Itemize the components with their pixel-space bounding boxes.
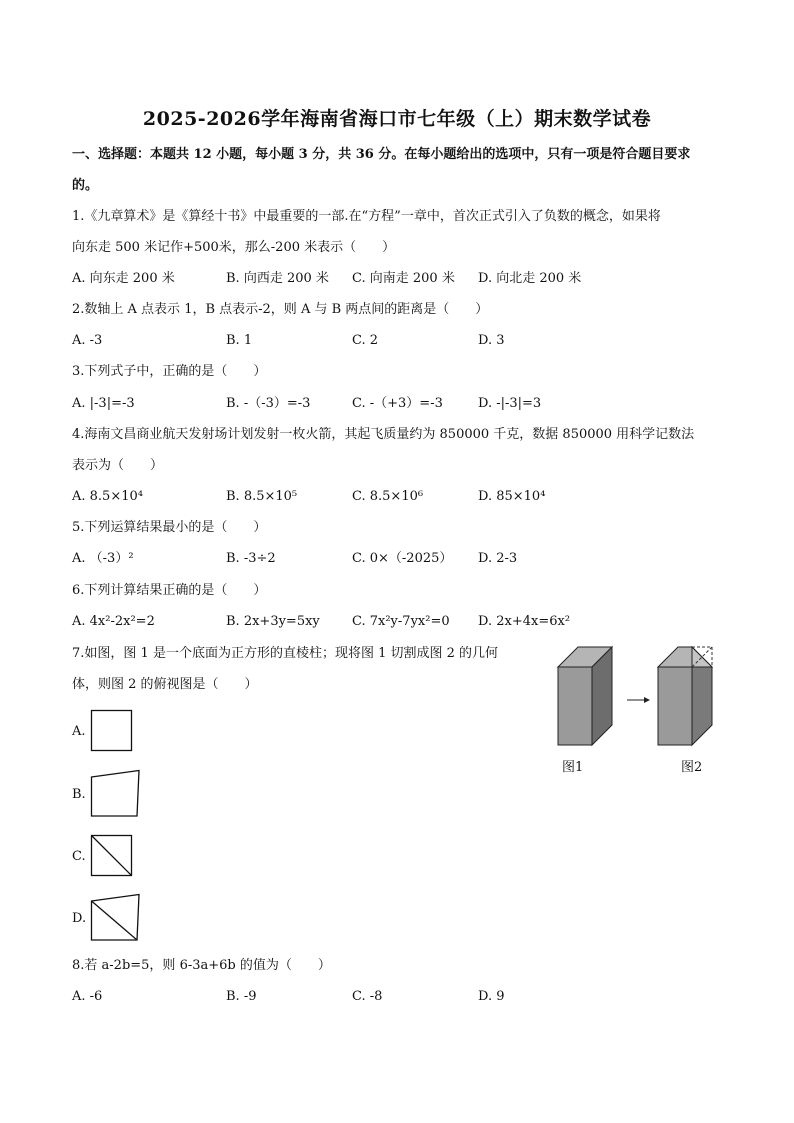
option-c[interactable]: C. 7x²y-7yx²=0 [352,614,450,629]
question-1-line1: 1.《九章算术》是《算经十书》中最重要的一部.在“方程”一章中，首次正式引入了负数的概念，如果将 [72,209,661,224]
option-d[interactable]: D. 2-3 [478,551,518,566]
option-d[interactable]: D. 85×10⁴ [478,489,546,504]
arrow-icon [627,697,650,703]
option-c[interactable]: C. 8.5×10⁶ [352,489,424,504]
question-4-line2: 表示为（ ） [72,458,164,473]
option-d[interactable]: D. 9 [478,989,505,1004]
option-b[interactable]: B. 2x+3y=5xy [226,614,320,629]
option-a-square-shape[interactable] [90,709,136,753]
option-c[interactable]: C. -（+3）=-3 [352,396,443,411]
option-d[interactable]: D. -|-3|=3 [478,396,542,411]
option-b[interactable]: B. -3÷2 [226,551,276,566]
figure-2-label: 图2 [681,760,703,775]
option-c[interactable]: C. 2 [352,333,379,348]
option-d[interactable]: D. 3 [478,333,505,348]
option-a[interactable]: A. |-3|=-3 [72,396,135,411]
question-8-options [72,989,722,1005]
question-8-line1: 8.若 a-2b=5，则 6-3a+6b 的值为（ ） [72,958,331,973]
option-d-label[interactable]: D. [72,911,87,926]
section-heading-line2: 的。 [72,178,99,193]
option-a[interactable]: A. 向东走 200 米 [72,271,175,286]
question-1-line2: 向东走 500 米记作+500米，那么-200 米表示（ ） [72,240,396,255]
question-3-options [72,396,722,412]
option-c[interactable]: C. -8 [352,989,383,1004]
option-a[interactable]: A. -3 [72,333,103,348]
option-a[interactable]: A. （-3）² [72,551,134,566]
option-b-label[interactable]: B. [72,787,86,802]
option-c-label[interactable]: C. [72,849,86,864]
question-5-options [72,551,722,567]
option-b[interactable]: B. 1 [226,333,253,348]
option-c[interactable]: C. 0×（-2025） [352,551,453,566]
question-3-line1: 3.下列式子中，正确的是（ ） [72,364,267,379]
question-6-options [72,614,722,630]
question-7-line1: 7.如图，图 1 是一个底面为正方形的直棱柱；现将图 1 切割成图 2 的几何 [72,646,499,661]
option-b[interactable]: B. 8.5×10⁵ [226,489,298,504]
option-c-square-diagonal-shape[interactable] [90,834,136,878]
option-b[interactable]: B. -（-3）=-3 [226,396,311,411]
option-a[interactable]: A. 4x²-2x²=2 [72,614,155,629]
option-a-label[interactable]: A. [72,724,86,739]
section-heading-line1: 一、选择题：本题共 12 小题，每小题 3 分，共 36 分。在每小题给出的选项中，只有一项是符合题目要求 [72,147,691,162]
question-1-options [72,271,722,287]
option-d-trapezoid-diagonal-shape[interactable] [90,893,142,943]
figure-1-label: 图1 [562,760,584,775]
option-a[interactable]: A. -6 [72,989,103,1004]
option-b[interactable]: B. -9 [226,989,257,1004]
question-6-line1: 6.下列计算结果正确的是（ ） [72,583,267,598]
prism-figure [548,640,728,750]
figure-2-cut-prism [658,647,712,745]
option-d[interactable]: D. 2x+4x=6x² [478,614,571,629]
question-4-options [72,489,722,505]
question-7-line2: 体，则图 2 的俯视图是（ ） [72,677,258,692]
option-c[interactable]: C. 向南走 200 米 [352,271,455,286]
question-2-options [72,333,722,349]
figure-1-prism [558,647,612,745]
option-b-trapezoid-shape[interactable] [90,769,142,819]
option-b[interactable]: B. 向西走 200 米 [226,271,329,286]
question-4-line1: 4.海南文昌商业航天发射场计划发射一枚火箭，其起飞质量约为 850000 千克，数据 850000 用科学记数法 [72,427,695,442]
option-a[interactable]: A. 8.5×10⁴ [72,489,143,504]
page-title: 2025-2026学年海南省海口市七年级（上）期末数学试卷 [142,108,652,130]
question-2-line1: 2.数轴上 A 点表示 1，B 点表示-2，则 A 与 B 两点间的距离是（ ） [72,302,489,317]
option-d[interactable]: D. 向北走 200 米 [478,271,582,286]
question-5-line1: 5.下列运算结果最小的是（ ） [72,520,267,535]
